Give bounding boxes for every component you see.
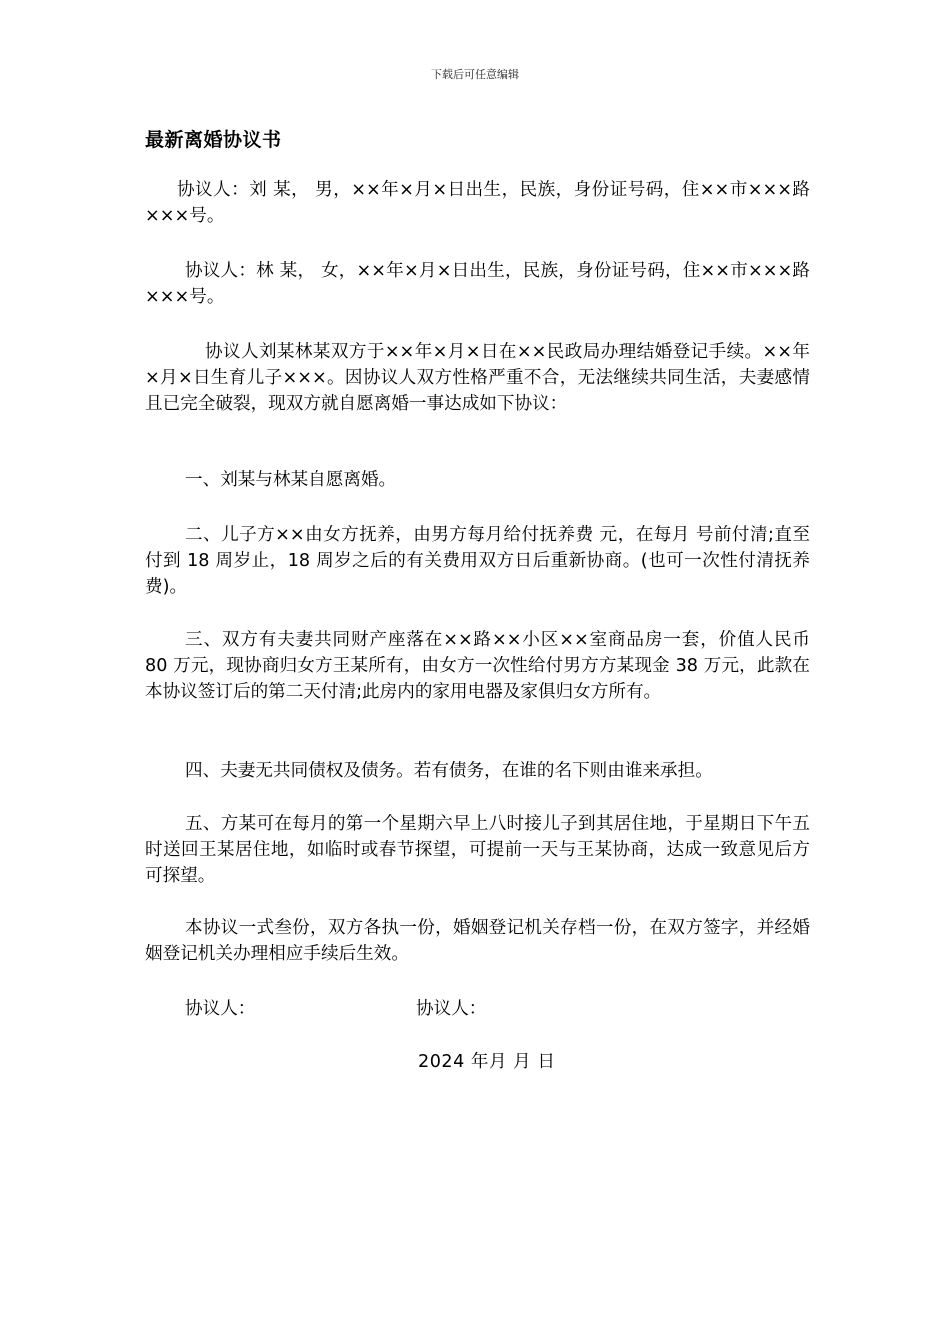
paragraph-party-b: 协议人：林 某， 女，××年×月×日出生，民族，身份证号码，住××市×××路×××号。 (145, 261, 810, 307)
paragraph-party-a: 协议人：刘 某， 男，××年×月×日出生，民族，身份证号码，住××市×××路×××号。 (145, 180, 810, 226)
clause-4: 四、夫妻无共同债权及债务。若有债务，在谁的名下则由谁来承担。 (185, 761, 713, 781)
page-header-note: 下载后可任意编辑 (431, 68, 519, 81)
date-line: 2024 年月 月 日 (418, 1052, 556, 1072)
clause-2: 二、儿子方××由女方抚养，由男方每月给付抚养费 元，在每月 号前付清;直至付到 18 周岁止，18 周岁之后的有关费用双方日后重新协商。(也可一次性付清抚养费)。 (145, 525, 810, 597)
clause-1: 一、刘某与林某自愿离婚。 (185, 470, 397, 490)
signature-label-party-a: 协议人： (185, 999, 256, 1019)
clause-3: 三、双方有夫妻共同财产座落在××路××小区××室商品房一套，价值人民币 80 万元，现协商归女方王某所有，由女方一次性给付男方方某现金 38 万元，此款在本协议签订后的第二天付清;此房内的家用电器及家俱归女方所有。 (145, 630, 810, 702)
paragraph-effectiveness: 本协议一式叁份，双方各执一份，婚姻登记机关存档一份，在双方签字，并经婚姻登记机关办理相应手续后生效。 (145, 918, 810, 964)
paragraph-background: 协议人刘某林某双方于××年×月×日在××民政局办理结婚登记手续。××年×月×日生育儿子×××。因协议人双方性格严重不合，无法继续共同生活，夫妻感情且已完全破裂，现双方就自愿离婚一事达成如下协议： (145, 342, 810, 414)
clause-5: 五、方某可在每月的第一个星期六早上八时接儿子到其居住地，于星期日下午五时送回王某居住地，如临时或春节探望，可提前一天与王某协商，达成一致意见后方可探望。 (145, 814, 810, 886)
signature-label-party-b: 协议人： (416, 999, 487, 1019)
document-title: 最新离婚协议书 (145, 129, 282, 151)
